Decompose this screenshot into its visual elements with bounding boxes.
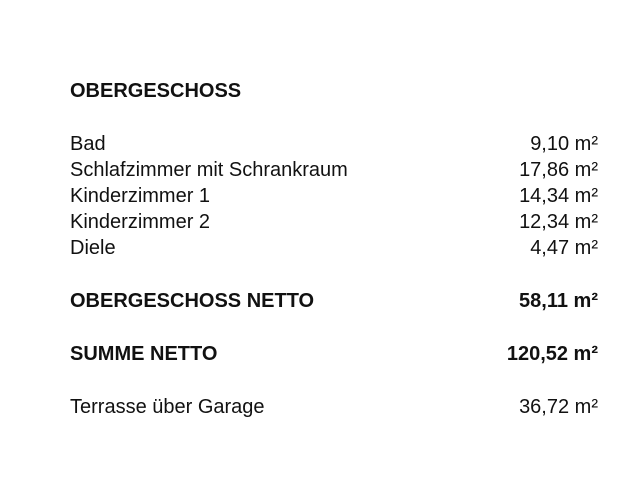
room-label: Bad (70, 133, 106, 155)
room-area: 9,10 m² (530, 133, 598, 155)
extra-row (70, 394, 598, 420)
room-area: 12,34 m² (519, 211, 598, 233)
total-label: SUMME NETTO (70, 343, 218, 365)
room-row (70, 235, 598, 261)
total-row (70, 341, 598, 367)
room-label: Schlafzimmer mit Schrankraum (70, 159, 348, 181)
room-row (70, 131, 598, 157)
subtotal-row (70, 288, 598, 314)
room-label: Kinderzimmer 1 (70, 185, 211, 207)
room-area: 14,34 m² (519, 185, 598, 207)
total-area: 120,52 m² (506, 343, 598, 365)
room-row (70, 183, 598, 209)
spacer (70, 314, 598, 341)
room-label: Kinderzimmer 2 (70, 211, 211, 233)
room-area: 4,47 m² (530, 237, 598, 259)
spacer (70, 367, 598, 394)
room-label: Diele (70, 237, 116, 259)
room-row (70, 209, 598, 235)
room-row (70, 157, 598, 183)
room-area: 17,86 m² (519, 159, 598, 181)
extra-label: Terrasse über Garage (70, 396, 265, 418)
section-title: OBERGESCHOSS (70, 80, 242, 102)
extra-area: 36,72 m² (519, 396, 598, 418)
subtotal-area: 58,11 m² (519, 290, 598, 312)
subtotal-label: OBERGESCHOSS NETTO (70, 290, 315, 312)
spacer (70, 104, 598, 131)
spacer (70, 261, 598, 288)
area-table (70, 78, 598, 420)
